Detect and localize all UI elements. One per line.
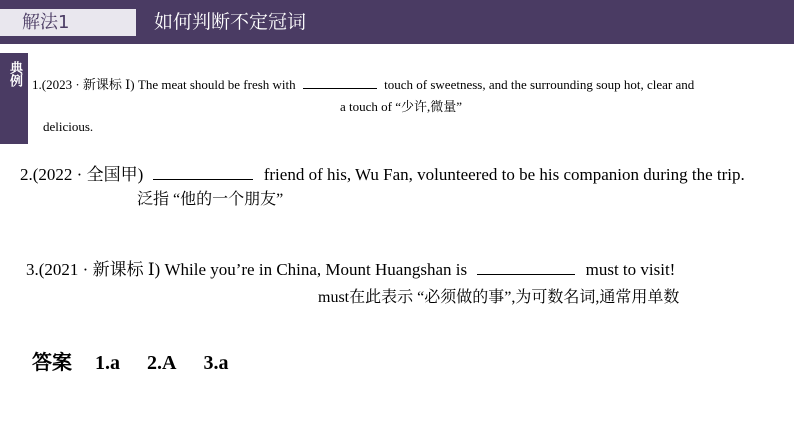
question-2-note: 泛指 “他的一个朋友”	[137, 191, 284, 208]
answer-item: 2.A	[147, 352, 177, 374]
page-title: 如何判断不定冠词	[154, 11, 307, 33]
question-1-blank	[303, 75, 377, 89]
side-tab-label: 典例	[7, 61, 22, 87]
method-tab: 解法1	[0, 9, 136, 36]
question-3-text-before: 3.(2021 · 新课标 Ⅰ) While you’re in China, Mount Huangshan is	[26, 260, 468, 279]
question-2-text-after: friend of his, Wu Fan, volunteered to be his companion during the trip.	[263, 165, 745, 184]
question-3-note: must在此表示 “必须做的事”,为可数名词,通常用单数	[318, 289, 680, 306]
question-1-text-before: 1.(2023 · 新课标 Ⅰ) The meat should be fresh with	[32, 77, 296, 92]
answer-label: 答案	[32, 350, 72, 374]
question-2-blank	[153, 162, 253, 180]
question-1-line-1	[32, 74, 694, 93]
question-2-text-before: 2.(2022 · 全国甲)	[20, 165, 144, 184]
question-1-line-2: delicious.	[43, 119, 94, 134]
answer-item: 1.a	[95, 352, 120, 374]
answer-line	[32, 346, 250, 375]
question-3-blank	[477, 257, 575, 275]
header-bar	[0, 0, 794, 44]
question-2	[20, 160, 745, 185]
example-side-tab	[0, 53, 28, 144]
answer-item: 3.a	[203, 352, 229, 374]
question-1-note: a touch of “少许,微量”	[340, 99, 463, 114]
question-3-text-after: must to visit!	[585, 260, 676, 279]
question-3	[26, 255, 675, 280]
question-1-text-after: touch of sweetness, and the surrounding soup hot, clear and	[384, 77, 695, 92]
